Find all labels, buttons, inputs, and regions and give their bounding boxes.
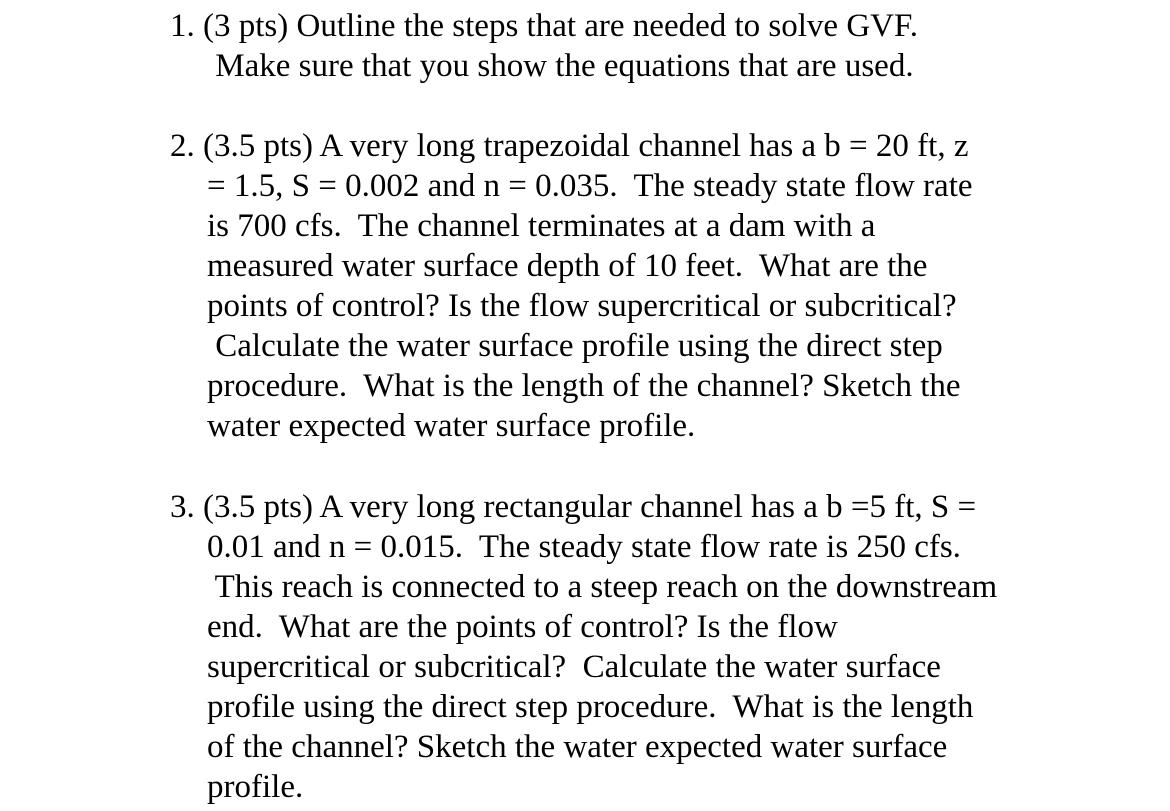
question-3-line-3: This reach is connected to a steep reach on the downstream [207, 569, 998, 605]
question-3-line-6: profile using the direct step procedure. What is the length [207, 689, 974, 725]
question-3-text-1: (3.5 pts) A very long rectangular channel has a b =5 ft, S = [203, 489, 977, 525]
question-2-line-5: points of control? Is the flow supercritical or subcritical? [207, 288, 957, 324]
question-2-line-1 [170, 126, 968, 166]
question-1-text-1: (3 pts) Outline the steps that are needed to solve GVF. [203, 8, 918, 44]
question-3-line-5: supercritical or subcritical? Calculate the water surface [207, 649, 941, 685]
question-2-line-3: is 700 cfs. The channel terminates at a dam with a [207, 208, 876, 244]
question-2-number: 2. [170, 128, 195, 164]
question-3-line-1 [170, 487, 976, 527]
question-3-line-2: 0.01 and n = 0.015. The steady state flow rate is 250 cfs. [207, 529, 961, 565]
question-3-line-8: profile. [207, 769, 304, 805]
question-1-line-1 [170, 6, 918, 46]
question-2-line-2: = 1.5, S = 0.002 and n = 0.035. The steady state flow rate [207, 168, 973, 204]
question-2-line-8: water expected water surface profile. [207, 408, 696, 444]
question-2-line-7: procedure. What is the length of the channel? Sketch the [207, 368, 961, 404]
question-3-line-4: end. What are the points of control? Is the flow [207, 609, 838, 645]
question-3-line-7: of the channel? Sketch the water expected water surface [207, 729, 948, 765]
question-2-line-4: measured water surface depth of 10 feet. What are the [207, 248, 928, 284]
question-1-line-2: Make sure that you show the equations that are used. [207, 48, 914, 84]
question-2-text-1: (3.5 pts) A very long trapezoidal channel has a b = 20 ft, z [203, 128, 969, 164]
question-2-line-6: Calculate the water surface profile using the direct step [207, 328, 943, 364]
question-3-number: 3. [170, 489, 195, 525]
question-1-number: 1. [170, 8, 195, 44]
